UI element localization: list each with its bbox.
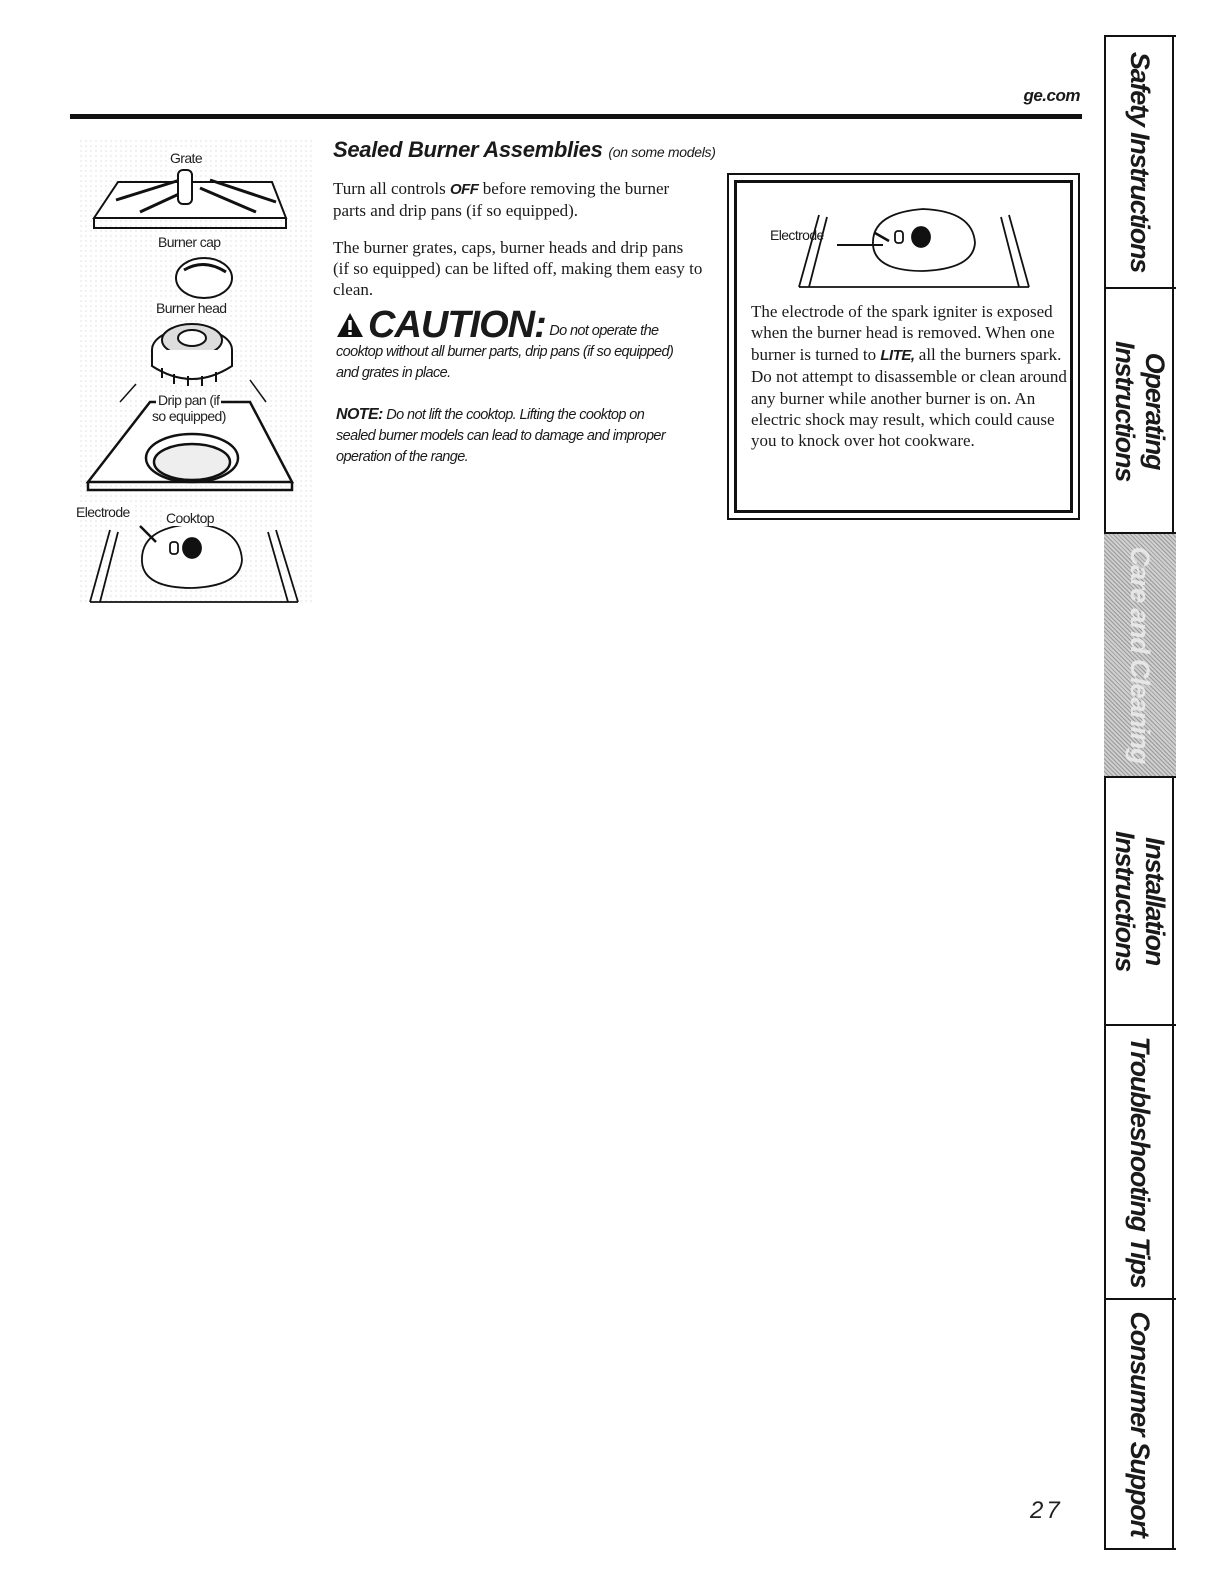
box-electrode-label: Electrode: [770, 227, 824, 243]
electrode-label: Electrode: [76, 504, 130, 520]
tab-care-and-cleaning[interactable]: [1104, 532, 1176, 776]
note-block: [336, 404, 676, 468]
paragraph-turn-off: Turn all controls OFF before removing the burner parts and drip pans (if so equipped).: [333, 179, 670, 220]
caution-block: [336, 304, 676, 384]
drip-pan-label-line1: Drip pan (if: [158, 392, 220, 408]
tab-label: Consumer Support: [1125, 1311, 1155, 1537]
section-tabs: [1104, 35, 1176, 1550]
section-subtitle: (on some models): [608, 144, 716, 160]
tab-installation-instructions[interactable]: [1104, 776, 1176, 1024]
lite-keyword: LITE,: [880, 346, 915, 364]
burner-exploded-illustration: [76, 140, 312, 605]
tab-troubleshooting-tips[interactable]: [1104, 1024, 1176, 1298]
tab-safety-instructions[interactable]: [1104, 35, 1176, 287]
paragraph-lift-off: The burner grates, caps, burner heads and drip pans (if so equipped) can be lifted off, making them easy to clean.: [333, 238, 703, 299]
page-number: 27: [1030, 1497, 1063, 1524]
caution-word: CAUTION:: [368, 304, 546, 346]
electrode-warning-text: The electrode of the spark igniter is exposed when the burner head is removed. When one burner is turned to LITE, all the burners spark. Do not attempt to disassemble or clean around any burner while another burner is on. An electric shock may result, which could cause you to knock over hot cookware.: [751, 302, 1067, 451]
electrode-warning-box: [727, 173, 1080, 520]
tab-label: Operating Instructions: [1110, 340, 1170, 481]
tab-label: Installation Instructions: [1110, 830, 1170, 972]
caution-text: Do not operate the cooktop without all burner parts, drip pans (if so equipped) and grates in place.: [336, 323, 674, 381]
section-heading: [333, 137, 716, 163]
section-title: Sealed Burner Assemblies: [333, 137, 603, 162]
electrode-drawing: [797, 193, 1037, 293]
burner-cap-label: Burner cap: [158, 234, 221, 250]
warning-triangle-icon: [336, 312, 364, 338]
burner-parts-drawing: [80, 140, 312, 605]
grate-label: Grate: [170, 150, 203, 166]
site-url: ge.com: [1023, 86, 1080, 105]
note-text: Do not lift the cooktop. Lifting the cooktop on sealed burner models can lead to damage and improper operation of the range.: [336, 407, 666, 465]
burner-head-label: Burner head: [156, 300, 227, 316]
cooktop-label: Cooktop: [166, 510, 214, 526]
tab-label: Troubleshooting Tips: [1125, 1036, 1155, 1288]
note-label: NOTE:: [336, 406, 383, 423]
burner-cap-drawing: [176, 258, 232, 298]
tab-consumer-support[interactable]: [1104, 1298, 1176, 1550]
tab-label: Safety Instructions: [1125, 51, 1155, 273]
drip-pan-label-line2: so equipped): [152, 408, 226, 424]
tab-operating-instructions[interactable]: [1104, 287, 1176, 532]
header-rule: [70, 114, 1082, 119]
tab-label: Care and Cleaning: [1125, 546, 1155, 764]
off-keyword: OFF: [449, 181, 479, 198]
